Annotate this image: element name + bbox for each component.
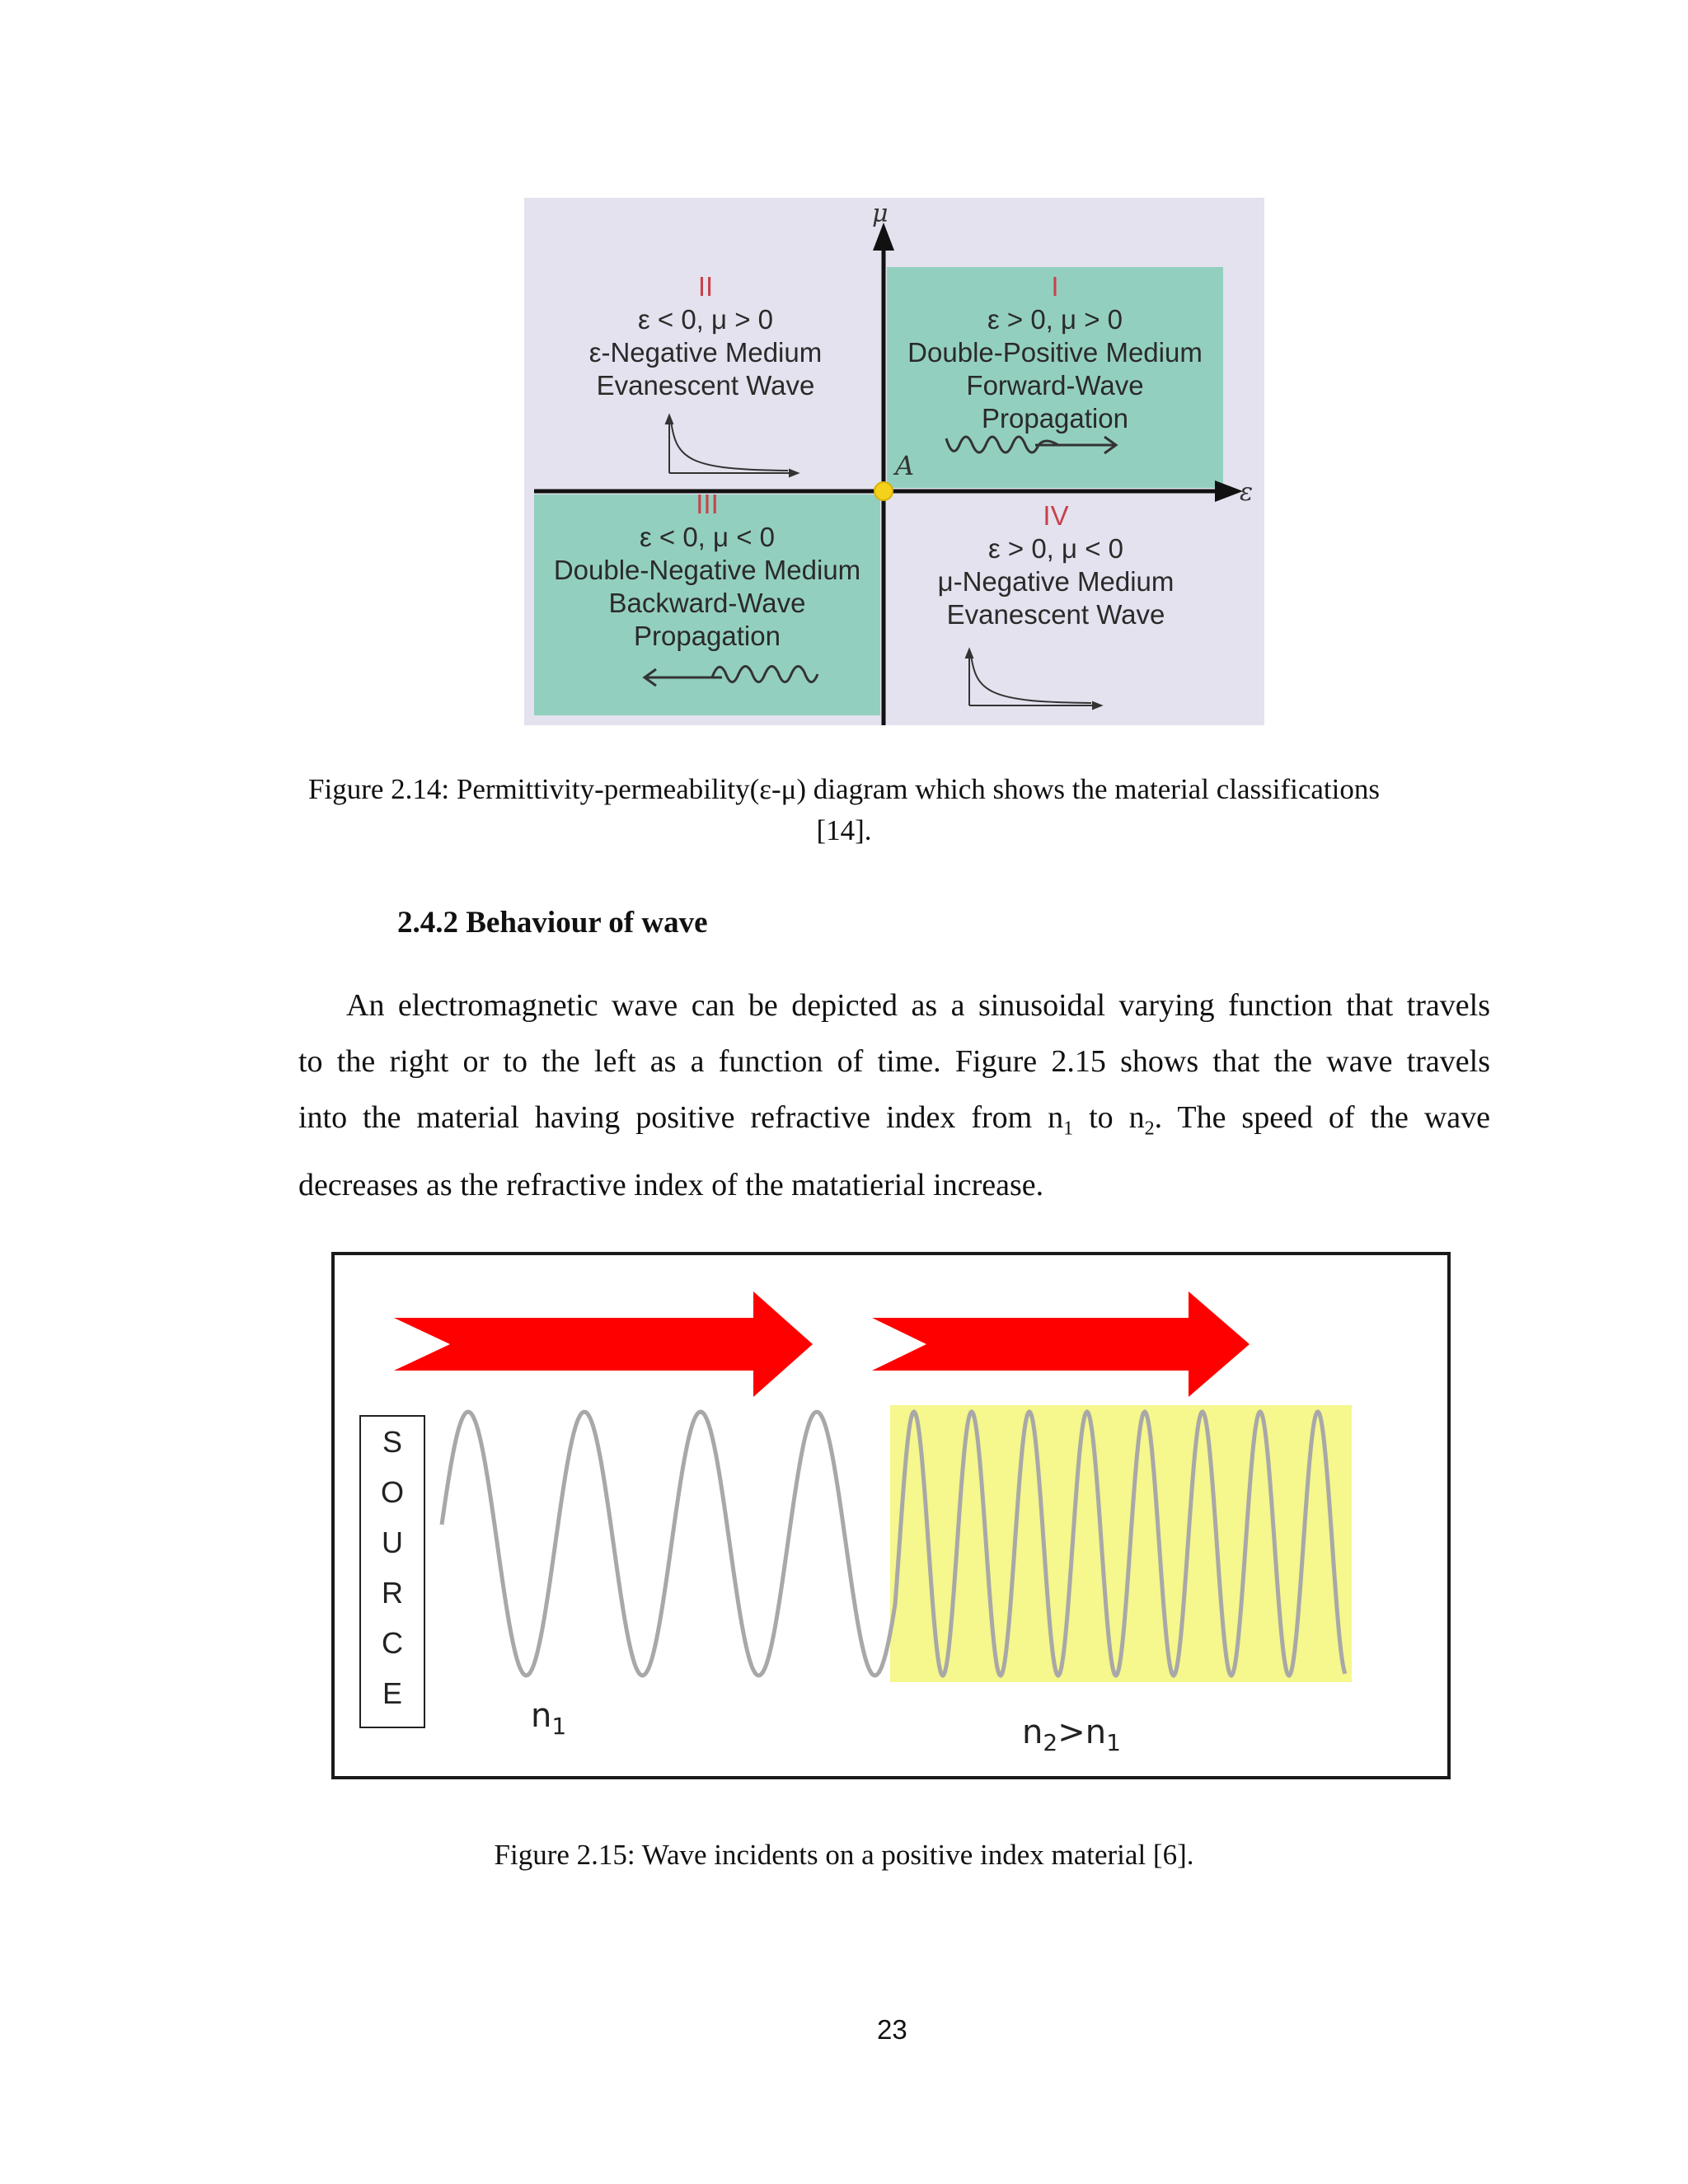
source-letter: C bbox=[382, 1626, 403, 1660]
quadrant-number: II bbox=[697, 271, 714, 302]
n1-label: $n_1$ bbox=[531, 1697, 567, 1740]
origin-label: A bbox=[895, 450, 915, 481]
quadrant-number: III bbox=[696, 489, 719, 519]
source-letter: R bbox=[382, 1576, 403, 1610]
wave-incidence-figure bbox=[331, 1252, 1451, 1779]
permittivity-permeability-diagram bbox=[524, 198, 1264, 725]
quadrant-condition: ε < 0, μ > 0 bbox=[638, 304, 773, 335]
quadrant-medium: μ-Negative Medium bbox=[937, 566, 1175, 597]
quadrant-medium: Double-Negative Medium bbox=[553, 555, 861, 585]
caption-line: [14]. bbox=[816, 814, 872, 846]
propagation-arrow-1 bbox=[394, 1291, 813, 1397]
quadrant-4-text bbox=[895, 499, 1217, 631]
quadrant-wave: Evanescent Wave bbox=[596, 370, 815, 401]
evanescent-decay-icon bbox=[966, 649, 1101, 709]
quadrant-3-text bbox=[534, 488, 880, 653]
paragraph-line: to the right or to the left as a function of time. Figure 2.15 shows that the wave travels bbox=[298, 1044, 1490, 1079]
quadrant-medium: ε-Negative Medium bbox=[588, 337, 823, 368]
figure-2-15-caption: Figure 2.15: Wave incidents on a positive index material [6]. bbox=[494, 1839, 1194, 1871]
paragraph-line: An electromagnetic wave can be depicted as a sinusoidal varying function that travels bbox=[346, 988, 1490, 1023]
figure-2-14-caption bbox=[247, 769, 1441, 851]
propagation-arrow-2 bbox=[872, 1291, 1250, 1397]
epsilon-axis-arrow bbox=[1215, 480, 1243, 502]
section-heading: 2.4.2 Behaviour of wave bbox=[397, 906, 708, 940]
quadrant-number: IV bbox=[1043, 500, 1069, 531]
source-letter: E bbox=[382, 1676, 402, 1710]
quadrant-wave: Evanescent Wave bbox=[946, 599, 1165, 630]
paragraph-line: into the material having positive refractive index from $n_1$ to $n_2$. The speed of the wave bbox=[298, 1100, 1491, 1140]
body-paragraph bbox=[298, 977, 1490, 1213]
paragraph-line: decreases as the refractive index of the matatierial increase. bbox=[298, 1167, 1044, 1202]
wave-illustration bbox=[335, 1255, 1447, 1776]
source-box bbox=[359, 1415, 425, 1728]
quadrant-number: I bbox=[1051, 271, 1059, 302]
source-letter: U bbox=[382, 1526, 403, 1559]
epsilon-axis-label: ε bbox=[1240, 478, 1254, 507]
quadrant-1-text bbox=[887, 270, 1223, 435]
caption-line: Figure 2.14: Permittivity-permeability(ε-μ) diagram which shows the material classifications bbox=[308, 773, 1380, 805]
backward-wave-icon bbox=[645, 666, 818, 686]
quadrant-medium: Double-Positive Medium bbox=[907, 337, 1203, 368]
quadrant-wave: Backward-Wave bbox=[608, 588, 806, 618]
mu-axis-label: μ bbox=[872, 199, 889, 228]
forward-wave-icon bbox=[946, 437, 1116, 453]
quadrant-wave-2: Propagation bbox=[634, 621, 781, 651]
source-letter: O bbox=[380, 1475, 404, 1509]
page-number: 23 bbox=[877, 2014, 907, 2045]
quadrant-condition: ε > 0, μ < 0 bbox=[988, 533, 1123, 564]
quadrant-2-text bbox=[557, 270, 854, 402]
quadrant-condition: ε < 0, μ < 0 bbox=[640, 522, 775, 552]
source-letter: S bbox=[382, 1425, 402, 1459]
n2-label: $n_2>n_1$ bbox=[1022, 1713, 1121, 1756]
evanescent-decay-icon bbox=[666, 415, 798, 476]
quadrant-condition: ε > 0, μ > 0 bbox=[987, 304, 1123, 335]
quadrant-wave: Forward-Wave bbox=[966, 370, 1144, 401]
quadrant-wave-2: Propagation bbox=[982, 403, 1128, 434]
